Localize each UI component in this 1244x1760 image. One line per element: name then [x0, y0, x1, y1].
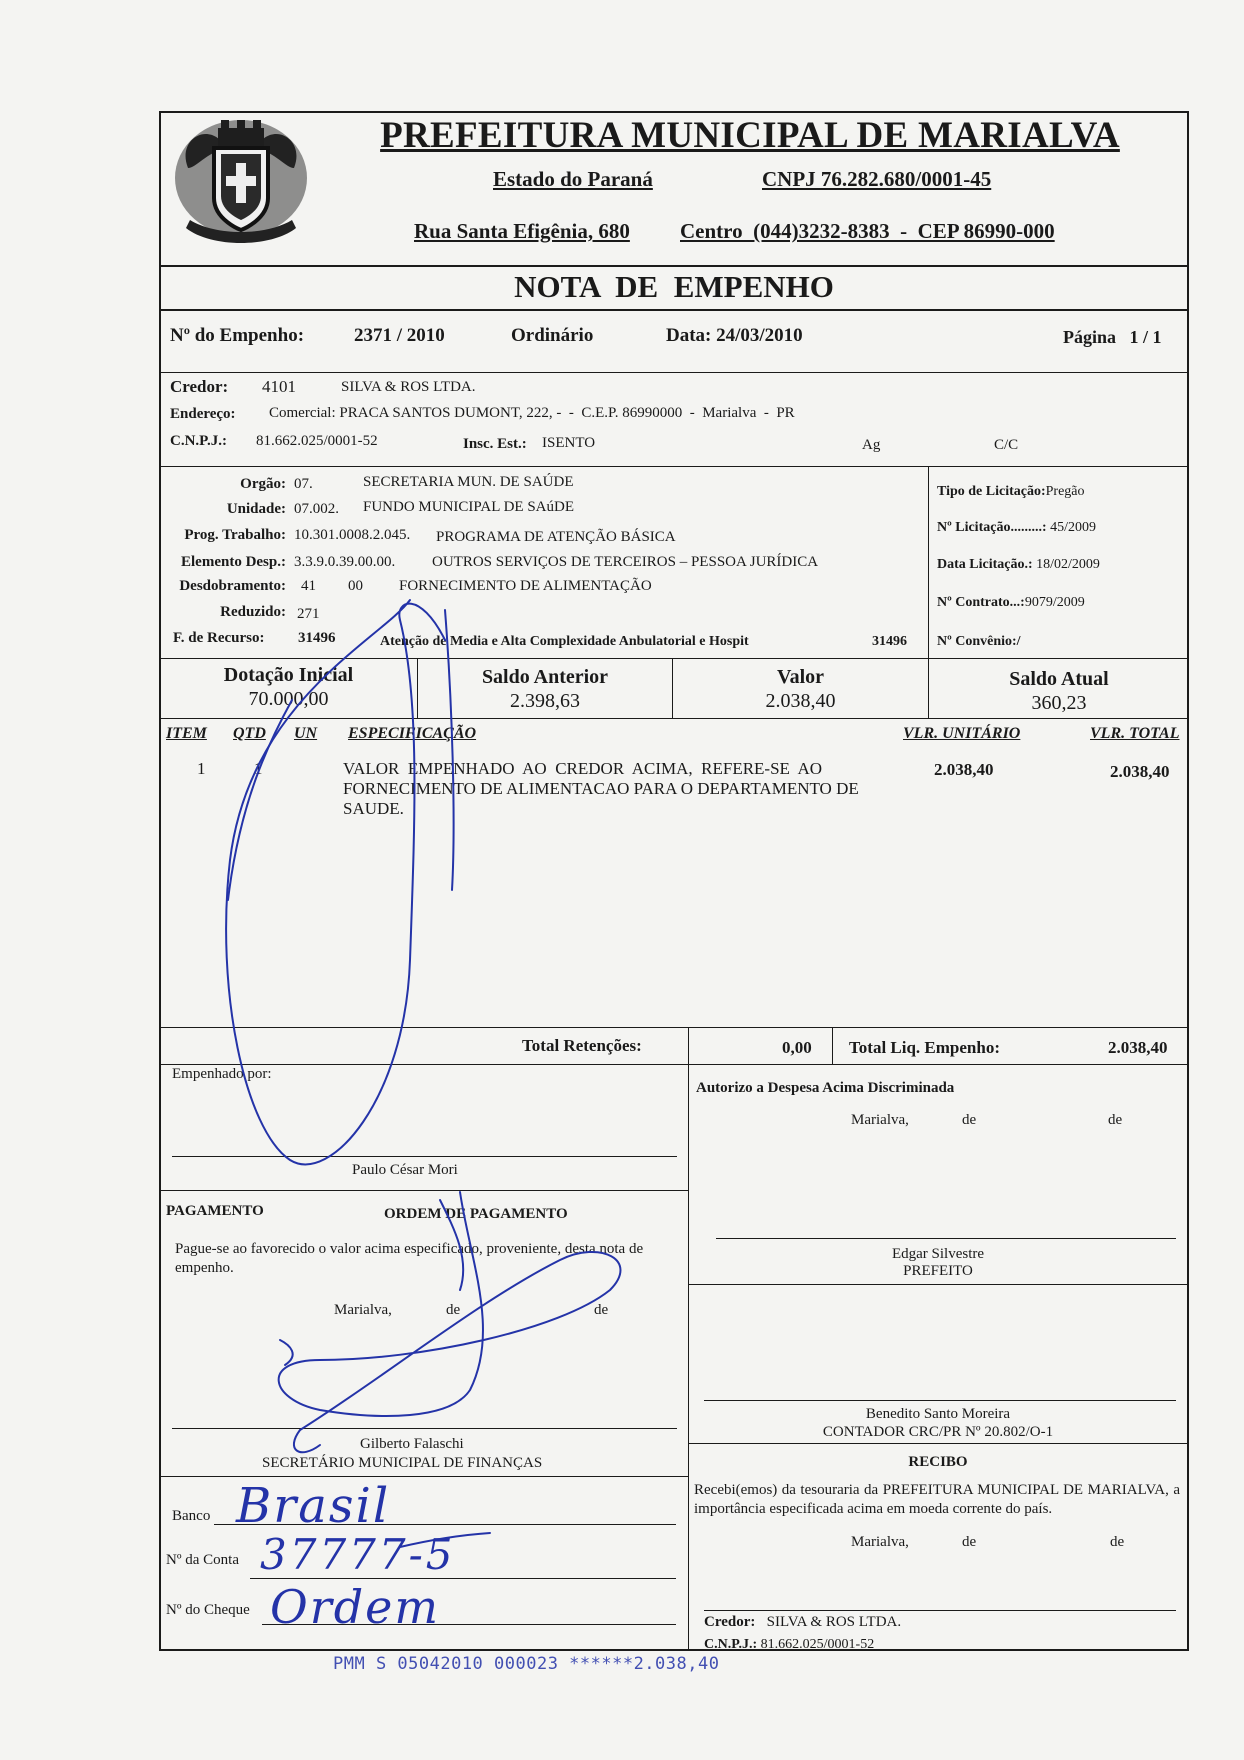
- saldo-anterior-label: Saldo Anterior: [481, 666, 609, 688]
- tipo-licitacao-value: Pregão: [1045, 484, 1085, 499]
- saldo-anterior-value: 2.398,63: [510, 690, 580, 712]
- cnpj-label: CNPJ 76.282.680/0001-45: [762, 167, 992, 191]
- cnpj-field-label: C.N.P.J.:: [170, 433, 227, 449]
- recibo-credor-value: SILVA & ROS LTDA.: [766, 1614, 902, 1630]
- col-header-qtd: QTD: [233, 725, 266, 742]
- conta-handwriting: 37777-5: [260, 1530, 456, 1579]
- dotacao-label: Dotação Inicial: [223, 664, 354, 686]
- banco-handwriting: Brasil: [236, 1478, 391, 1534]
- divider: [159, 1064, 1189, 1065]
- item-qty: 1: [254, 759, 263, 778]
- elemento-label: Elemento Desp.:: [181, 554, 286, 570]
- address-label: Rua Santa Efigênia, 680: [414, 219, 630, 243]
- recurso-name: Atenção de Media e Alta Complexidade Anbulatorial e Hospit: [380, 634, 749, 649]
- credor-label: Credor:: [170, 377, 229, 396]
- divider: [159, 718, 1189, 719]
- desdob-name: FORNECIMENTO DE ALIMENTAÇÃO: [399, 578, 652, 594]
- tipo-licitacao: [937, 484, 1085, 500]
- recibo-cnpj-value: 81.662.025/0001-52: [760, 1637, 875, 1652]
- recibo-credor-label: Credor:: [704, 1614, 756, 1630]
- elemento-code: 3.3.9.0.39.00.00.: [294, 554, 396, 570]
- recibo-cnpj: [704, 1637, 874, 1653]
- total-liquido-value: 2.038,40: [1108, 1038, 1168, 1057]
- item-description-line: FORNECIMENTO DE ALIMENTACAO PARA O DEPARTAMENTO DE: [343, 779, 859, 798]
- divider: [159, 658, 1189, 659]
- credor-code: 4101: [262, 377, 296, 396]
- prog-code: 10.301.0008.2.045.: [294, 527, 411, 543]
- reduzido-label: Reduzido:: [220, 604, 286, 620]
- numero-licitacao-label: Nº Licitação.........:: [937, 520, 1047, 535]
- empenhado-por-label: Empenhado por:: [172, 1066, 272, 1082]
- recibo-cnpj-label: C.N.P.J.:: [704, 1637, 758, 1652]
- item-number: 1: [197, 759, 206, 778]
- convenio: Nº Convênio:/: [937, 634, 1021, 649]
- reduzido-value: 271: [297, 606, 320, 622]
- prefeito-name: Edgar Silvestre: [891, 1246, 985, 1262]
- pagamento-label: PAGAMENTO: [166, 1203, 264, 1219]
- recibo-credor: [704, 1614, 901, 1631]
- divider: [832, 1027, 833, 1064]
- cheque-label: Nº do Cheque: [166, 1602, 250, 1618]
- address-field-label: Endereço:: [170, 406, 236, 422]
- col-header-vlr-total: VLR. TOTAL: [1090, 725, 1180, 742]
- recurso-code2: 31496: [872, 634, 907, 649]
- unidade-code: 07.002.: [294, 501, 339, 517]
- empenho-number: 2371 / 2010: [354, 325, 445, 346]
- desdob-code2: 00: [348, 578, 363, 594]
- unidade-name: FUNDO MUNICIPAL DE SAúDE: [363, 499, 574, 515]
- empenho-date: Data: 24/03/2010: [666, 325, 803, 346]
- divider: [159, 1027, 1189, 1028]
- numero-licitacao-value: 45/2009: [1050, 520, 1096, 535]
- divider: [159, 372, 1189, 373]
- valor-label: Valor: [776, 666, 825, 688]
- total-retencoes-label: Total Retenções:: [522, 1036, 642, 1055]
- saldo-atual-label: Saldo Atual: [1009, 668, 1109, 690]
- pagamento-de-1: de: [446, 1302, 461, 1318]
- recibo-text: Recebi(emos) da tesouraria da PREFEITURA MUNICIPAL DE MARIALVA, a importância especificada acima em moeda corrente do país.: [694, 1482, 1180, 1517]
- desdob-label: Desdobramento:: [179, 578, 286, 594]
- contrato-value: 9079/2009: [1024, 595, 1085, 610]
- total-liquido-label: Total Liq. Empenho:: [849, 1038, 1000, 1057]
- item-unit-value: 2.038,40: [934, 760, 994, 779]
- unidade-label: Unidade:: [226, 501, 286, 517]
- divider: [159, 466, 1189, 467]
- dotacao-value: 70.000,00: [248, 688, 329, 710]
- col-header-especificacao: ESPECIFICAÇÃO: [348, 725, 477, 742]
- autorizo-de-1: de: [962, 1112, 977, 1128]
- state-label: Estado do Paraná: [493, 167, 653, 191]
- item-description-line: VALOR EMPENHADO AO CREDOR ACIMA, REFERE-SE AO: [343, 759, 823, 778]
- insc-value: ISENTO: [542, 435, 596, 451]
- secretario-name: Gilberto Falaschi: [360, 1436, 464, 1452]
- divider: [159, 1476, 688, 1477]
- cc-label: C/C: [994, 437, 1019, 453]
- footer-stamp: PMM S 05042010 000023 ******2.038,40: [333, 1654, 720, 1674]
- orgao-label: Orgão:: [240, 476, 286, 492]
- contrato: [937, 595, 1085, 611]
- divider: [159, 309, 1189, 311]
- divider: [159, 265, 1189, 267]
- ordem-pagamento-label: ORDEM DE PAGAMENTO: [384, 1206, 568, 1222]
- credor-address: Comercial: PRACA SANTOS DUMONT, 222, - - C.E.P. 86990000 - Marialva - PR: [269, 405, 795, 421]
- contador-title: CONTADOR CRC/PR Nº 20.802/O-1: [822, 1424, 1054, 1440]
- signature-line: [704, 1400, 1176, 1401]
- tipo-licitacao-label: Tipo de Licitação:: [937, 484, 1046, 499]
- recurso-label: F. de Recurso:: [173, 630, 265, 646]
- signature-line: [172, 1156, 677, 1157]
- document-title: NOTA DE EMPENHO: [514, 269, 834, 304]
- recibo-de-1: de: [962, 1534, 977, 1550]
- coat-of-arms-logo: [166, 108, 316, 258]
- orgao-code: 07.: [294, 476, 313, 492]
- signature-line: [172, 1428, 677, 1429]
- autorizo-de-2: de: [1108, 1112, 1123, 1128]
- credor-name: SILVA & ROS LTDA.: [341, 379, 476, 395]
- page-title: PREFEITURA MUNICIPAL DE MARIALVA: [380, 115, 1120, 156]
- total-retencoes-value: 0,00: [782, 1038, 812, 1057]
- prefeito-title: PREFEITO: [903, 1263, 973, 1279]
- divider: [688, 1443, 1189, 1444]
- item-description: [343, 759, 883, 819]
- item-total-value: 2.038,40: [1110, 762, 1170, 781]
- recibo-city: Marialva,: [851, 1534, 909, 1550]
- contrato-label: Nº Contrato...:: [937, 595, 1025, 610]
- credor-cnpj: 81.662.025/0001-52: [256, 433, 378, 449]
- signature-line: [704, 1610, 1176, 1611]
- prog-name: PROGRAMA DE ATENÇÃO BÁSICA: [436, 529, 676, 545]
- insc-label: Insc. Est.:: [463, 436, 527, 452]
- signature-line: [716, 1238, 1176, 1239]
- autorizo-city: Marialva,: [851, 1112, 909, 1128]
- contador-name: Benedito Santo Moreira: [865, 1406, 1011, 1422]
- pagamento-city: Marialva,: [334, 1302, 392, 1318]
- pagamento-de-2: de: [594, 1302, 609, 1318]
- desdob-code1: 41: [301, 578, 316, 594]
- banco-label: Banco: [172, 1508, 211, 1524]
- divider: [159, 1190, 688, 1191]
- recibo-de-2: de: [1110, 1534, 1125, 1550]
- divider: [688, 1027, 689, 1651]
- contact-label: Centro (044)3232-8383 - CEP 86990-000: [680, 219, 1055, 243]
- empenho-number-label: Nº do Empenho:: [170, 325, 305, 346]
- pague-se-text: Pague-se ao favorecido o valor acima especificado, proveniente, desta nota de empenho.: [175, 1241, 644, 1276]
- elemento-name: OUTROS SERVIÇOS DE TERCEIROS – PESSOA JURÍDICA: [432, 554, 819, 570]
- item-description-line: SAUDE.: [343, 799, 404, 818]
- autorizo-label: Autorizo a Despesa Acima Discriminada: [696, 1080, 955, 1096]
- data-licitacao-value: 18/02/2009: [1036, 557, 1100, 572]
- cheque-handwriting: Ordem: [270, 1580, 440, 1634]
- recibo-label: RECIBO: [908, 1454, 968, 1470]
- col-header-un: UN: [294, 725, 318, 742]
- data-licitacao: [937, 557, 1100, 573]
- recurso-code: 31496: [298, 630, 336, 646]
- numero-licitacao: [937, 520, 1096, 536]
- data-licitacao-label: Data Licitação.:: [937, 557, 1033, 572]
- col-header-vlr-unitario: VLR. UNITÁRIO: [903, 725, 1021, 742]
- divider: [688, 1284, 1189, 1285]
- page-number: Página 1 / 1: [1063, 327, 1162, 347]
- col-header-item: ITEM: [166, 725, 207, 742]
- orgao-name: SECRETARIA MUN. DE SAÚDE: [363, 474, 574, 490]
- conta-label: Nº da Conta: [166, 1552, 239, 1568]
- valor-value: 2.038,40: [765, 690, 836, 712]
- ag-label: Ag: [862, 437, 881, 453]
- prog-label: Prog. Trabalho:: [184, 527, 286, 543]
- empenhado-por-name: Paulo César Mori: [352, 1162, 458, 1178]
- empenho-type: Ordinário: [511, 325, 594, 346]
- secretario-title: SECRETÁRIO MUNICIPAL DE FINANÇAS: [262, 1455, 543, 1471]
- saldo-atual-value: 360,23: [1031, 692, 1087, 714]
